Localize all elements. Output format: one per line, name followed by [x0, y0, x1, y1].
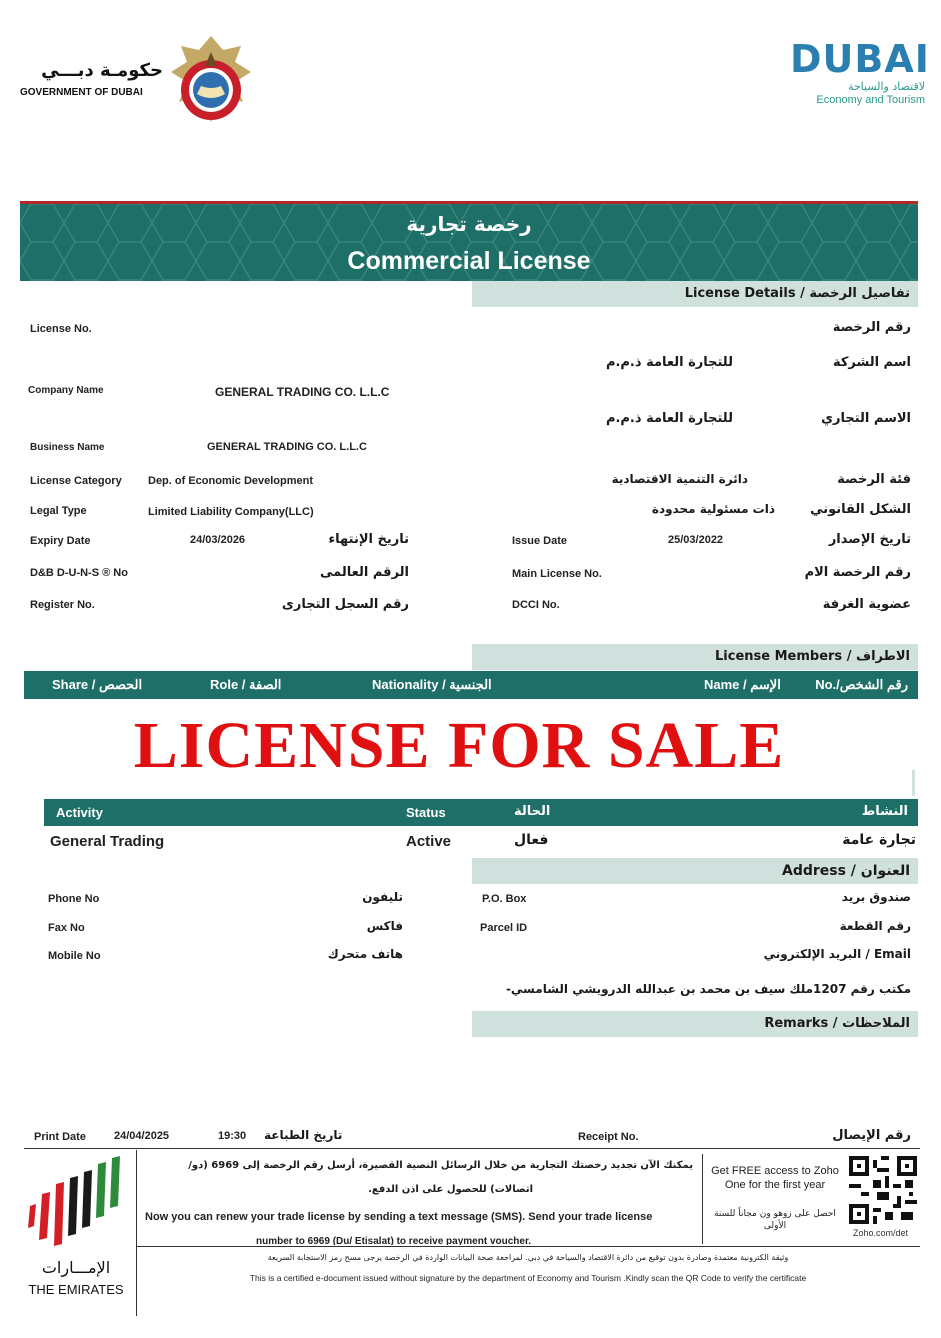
legal-type-value: Limited Liability Company(LLC)	[148, 506, 314, 518]
print-date-label: Print Date	[34, 1131, 86, 1143]
activity-status: Active	[406, 833, 452, 850]
receipt-ar-label: رقم الإيصال	[832, 1128, 911, 1143]
address-heading	[472, 858, 918, 884]
sms-en-line2: number to 6969 (Du/ Etisalat) to receive payment voucher.	[256, 1236, 532, 1245]
col-share: Share / الحصص	[52, 677, 143, 692]
footer-mid-rule	[136, 1246, 920, 1247]
zoho-ar-text: احصل على زوهو ون مجاناً للسنة الأولى	[714, 1209, 836, 1231]
government-of-dubai-logo	[18, 60, 163, 105]
overlay-edge-rule	[912, 770, 915, 796]
sms-ar-line2: اتصالات) للحصول على اذن الدفع.	[368, 1184, 533, 1195]
company-name-label: Company Name	[28, 385, 104, 396]
legal-type-ar-label: الشكل القانوني	[810, 502, 911, 517]
issue-date-value: 25/03/2022	[668, 534, 724, 546]
dubai-det-logo	[790, 37, 930, 118]
dubai-emblem-icon	[163, 32, 259, 128]
license-category-value: Dep. of Economic Development	[148, 475, 314, 487]
fax-ar-label: فاكس	[366, 919, 403, 933]
print-date-value: 24/04/2025	[114, 1130, 170, 1142]
print-date-ar: تاريخ الطباعة	[264, 1128, 343, 1142]
address-line: مكتب رقم 1207ملك سيف بن محمد بن عبدالله الدرويشي الشامسي-	[505, 982, 911, 996]
print-time-value: 19:30	[218, 1130, 247, 1142]
footer-divider-left	[136, 1150, 137, 1316]
dubai-wordmark: DUBAI	[790, 37, 930, 81]
members-heading-text: License Members / الاطراف	[715, 649, 910, 664]
det-ar-text: لاقتصاد والسياحة	[847, 80, 925, 93]
mobile-ar-label: هاتف متحرك	[327, 947, 403, 961]
expiry-date-label: Expiry Date	[30, 535, 91, 547]
license-details-heading	[472, 281, 918, 307]
banner-title-ar: رخصة تجارية	[406, 212, 532, 236]
register-no-label: Register No.	[30, 599, 95, 611]
col-person-no: No./رقم الشخص	[815, 677, 908, 692]
col-status-ar: الحالة	[514, 804, 551, 819]
sms-en-line: Now you can renew your trade license by sending a text message (SMS). Send your trade license	[145, 1211, 653, 1223]
col-nationality: Nationality / الجنسية	[372, 677, 492, 692]
register-no-ar-label: رقم السجل التجارى	[281, 597, 409, 612]
fax-label: Fax No	[48, 922, 85, 934]
company-name-ar-label: اسم الشركة	[832, 355, 911, 370]
company-name-ar-value: للتجارة العامة ذ.م.م	[605, 355, 733, 370]
duns-ar-label: الرقم العالمى	[320, 565, 409, 580]
business-name-value: GENERAL TRADING CO. L.L.C	[207, 441, 367, 453]
footer-top-rule	[24, 1148, 920, 1149]
main-license-label: Main License No.	[512, 568, 602, 580]
activity-name: General Trading	[50, 833, 165, 850]
col-activity-ar: النشاط	[861, 804, 908, 819]
pobox-ar-label: صندوق بريد	[841, 890, 911, 904]
phone-label: Phone No	[48, 893, 100, 905]
pobox-label: P.O. Box	[482, 893, 527, 905]
dcci-label: DCCI No.	[512, 599, 560, 611]
expiry-date-ar-label: تاريخ الإنتهاء	[328, 532, 409, 547]
legal-type-label: Legal Type	[30, 505, 87, 517]
business-name-ar-label: الاسم التجاري	[821, 411, 911, 426]
col-status: Status	[406, 805, 446, 820]
emirates-en-text: THE EMIRATES	[28, 1282, 124, 1297]
parcel-ar-label: رقم القطعة	[839, 919, 911, 933]
phone-ar-label: تليفون	[362, 890, 403, 904]
duns-label: D&B D-U-N-S ® No	[30, 567, 128, 579]
business-name-label: Business Name	[30, 442, 105, 453]
remarks-heading	[472, 1011, 918, 1037]
mobile-label: Mobile No	[48, 950, 101, 962]
col-role: Role / الصفة	[210, 677, 282, 692]
activity-row	[44, 828, 918, 856]
banner-title-en: Commercial License	[347, 247, 591, 275]
members-heading	[472, 644, 918, 670]
main-license-ar-label: رقم الرخصة الام	[804, 565, 911, 580]
certified-en-text: This is a certified e-document issued without signature by the department of Economy and Tourism .Kindly scan the QR Code to verify the certificate	[249, 1273, 807, 1283]
qr-code-icon[interactable]	[849, 1156, 917, 1224]
dcci-ar-label: عضوية الغرفة	[822, 597, 911, 612]
license-category-label: License Category	[30, 475, 122, 487]
gov-ar-text: حكومـة دبـــي	[41, 60, 163, 81]
remarks-heading-text: Remarks / الملاحظات	[764, 1016, 910, 1031]
col-name: Name / الإسم	[704, 677, 781, 692]
license-for-sale-overlay: LICENSE FOR SALE	[133, 709, 785, 782]
issue-date-ar-label: تاريخ الإصدار	[828, 532, 911, 547]
zoho-promo-box	[702, 1154, 918, 1244]
emirates-stripes-icon	[22, 1154, 130, 1254]
license-category-ar-label: فئة الرخصة	[837, 472, 911, 487]
issue-date-label: Issue Date	[512, 535, 568, 547]
business-name-ar-value: للتجارة العامة ذ.م.م	[605, 411, 733, 426]
certified-ar-text: وثيقة الكترونية معتمدة وصادرة بدون توقيع من دائرة الاقتصاد والسياحة في دبي. لمراجعة صحة البيانات الواردة في الرخصة يرجى مسح رمز الاستجابة السريعة	[267, 1253, 789, 1262]
parcel-label: Parcel ID	[480, 922, 528, 934]
company-name-value: GENERAL TRADING CO. L.L.C	[215, 385, 390, 399]
emirates-ar-text: الإمـــارات	[41, 1258, 111, 1277]
members-table-header	[24, 671, 918, 699]
zoho-en-text: Get FREE access to Zoho One for the first year	[711, 1165, 839, 1191]
the-emirates-logo	[22, 1154, 130, 1304]
gov-en-text: GOVERNMENT OF DUBAI	[20, 87, 143, 98]
address-heading-text: Address / العنوان	[781, 863, 910, 879]
receipt-label: Receipt No.	[578, 1131, 639, 1143]
license-banner	[20, 204, 918, 281]
col-activity: Activity	[56, 805, 103, 820]
activity-name-ar: تجارة عامة	[842, 832, 916, 848]
zoho-url[interactable]: Zoho.com/det	[853, 1228, 909, 1238]
email-label: البريد الإلكتروني / Email	[763, 947, 911, 961]
expiry-date-value: 24/03/2026	[190, 534, 246, 546]
det-en-text: Economy and Tourism	[816, 94, 925, 106]
sms-ar-line1: يمكنك الآن تجديد رخصتك التجارية من خلال الرسائل النصية القصيرة، أرسل رقم الرخصة إلى 6969 (دو/	[188, 1160, 693, 1171]
activity-status-ar: فعال	[514, 832, 549, 848]
license-no-label-en: License No.	[30, 323, 92, 335]
license-no-label-ar: رقم الرخصة	[832, 320, 911, 335]
activity-table-header	[44, 799, 918, 826]
license-details-heading-text: License Details / تفاصيل الرخصة	[684, 286, 910, 301]
legal-type-ar-value: ذات مسئولية محدودة	[651, 502, 775, 516]
license-category-ar-value: دائرة التنمية الاقتصادية	[611, 472, 748, 486]
